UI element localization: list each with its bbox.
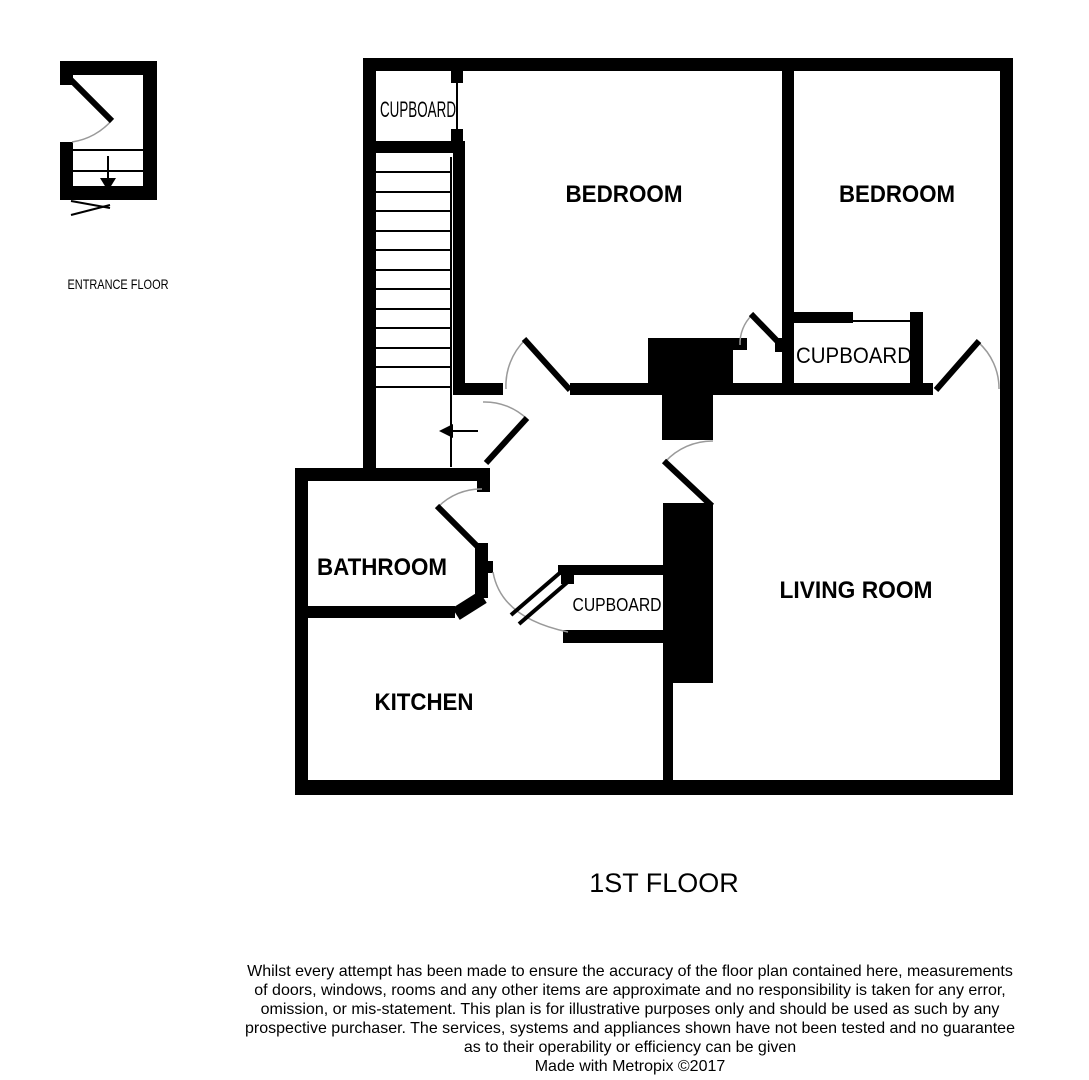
entrance-door [67,76,112,142]
stairs-hall-door [483,402,527,463]
disclaimer-block [120,962,1089,1076]
stairs-break-line [71,205,110,215]
kitchen-label: KITCHEN [374,689,474,716]
disclaimer-line: prospective purchaser. The services, systems and appliances shown have not been tested and no guarantee [245,1020,1015,1037]
bedroom-left-door [506,339,570,390]
stairs-direction-arrow-icon [439,424,453,438]
bedroom-right-label: BEDROOM [839,181,955,208]
first-floor-plan [295,58,1013,898]
disclaimer-line: of doors, windows, rooms and any other items are approximate and no responsibility is taken for any error, [254,982,1006,999]
disclaimer-line: Whilst every attempt has been made to ensure the accuracy of the floor plan contained here, measurements [247,963,1013,980]
bedroom-left-label: BEDROOM [565,181,683,208]
bathroom-label: BATHROOM [317,554,447,581]
bathroom-door [437,489,482,549]
metropix-credit: Made with Metropix ©2017 [534,1058,726,1075]
living-room-label: LIVING ROOM [779,577,933,604]
cupboard-top-left-label: CUPBOARD [380,97,456,122]
cupboard-right-label: CUPBOARD [796,343,912,368]
living-room-door [664,441,713,506]
disclaimer-line: omission, or mis-statement. This plan is for illustrative purposes only and should be used as such by any [260,1001,1000,1018]
entrance-floor-label: ENTRANCE FLOOR [67,276,169,292]
bedroom-right-door [936,341,999,390]
kitchen-cupboard-door [493,571,570,632]
cupboard-kitchen-label: CUPBOARD [572,595,662,615]
outer-walls [295,58,1013,795]
entrance-floor-plan [60,61,169,292]
floor-title: 1ST FLOOR [589,868,739,898]
interior-walls [295,71,933,783]
room-labels [317,97,955,716]
disclaimer-line: as to their operability or efficiency can be given [463,1039,797,1056]
entrance-stairs [71,150,143,215]
